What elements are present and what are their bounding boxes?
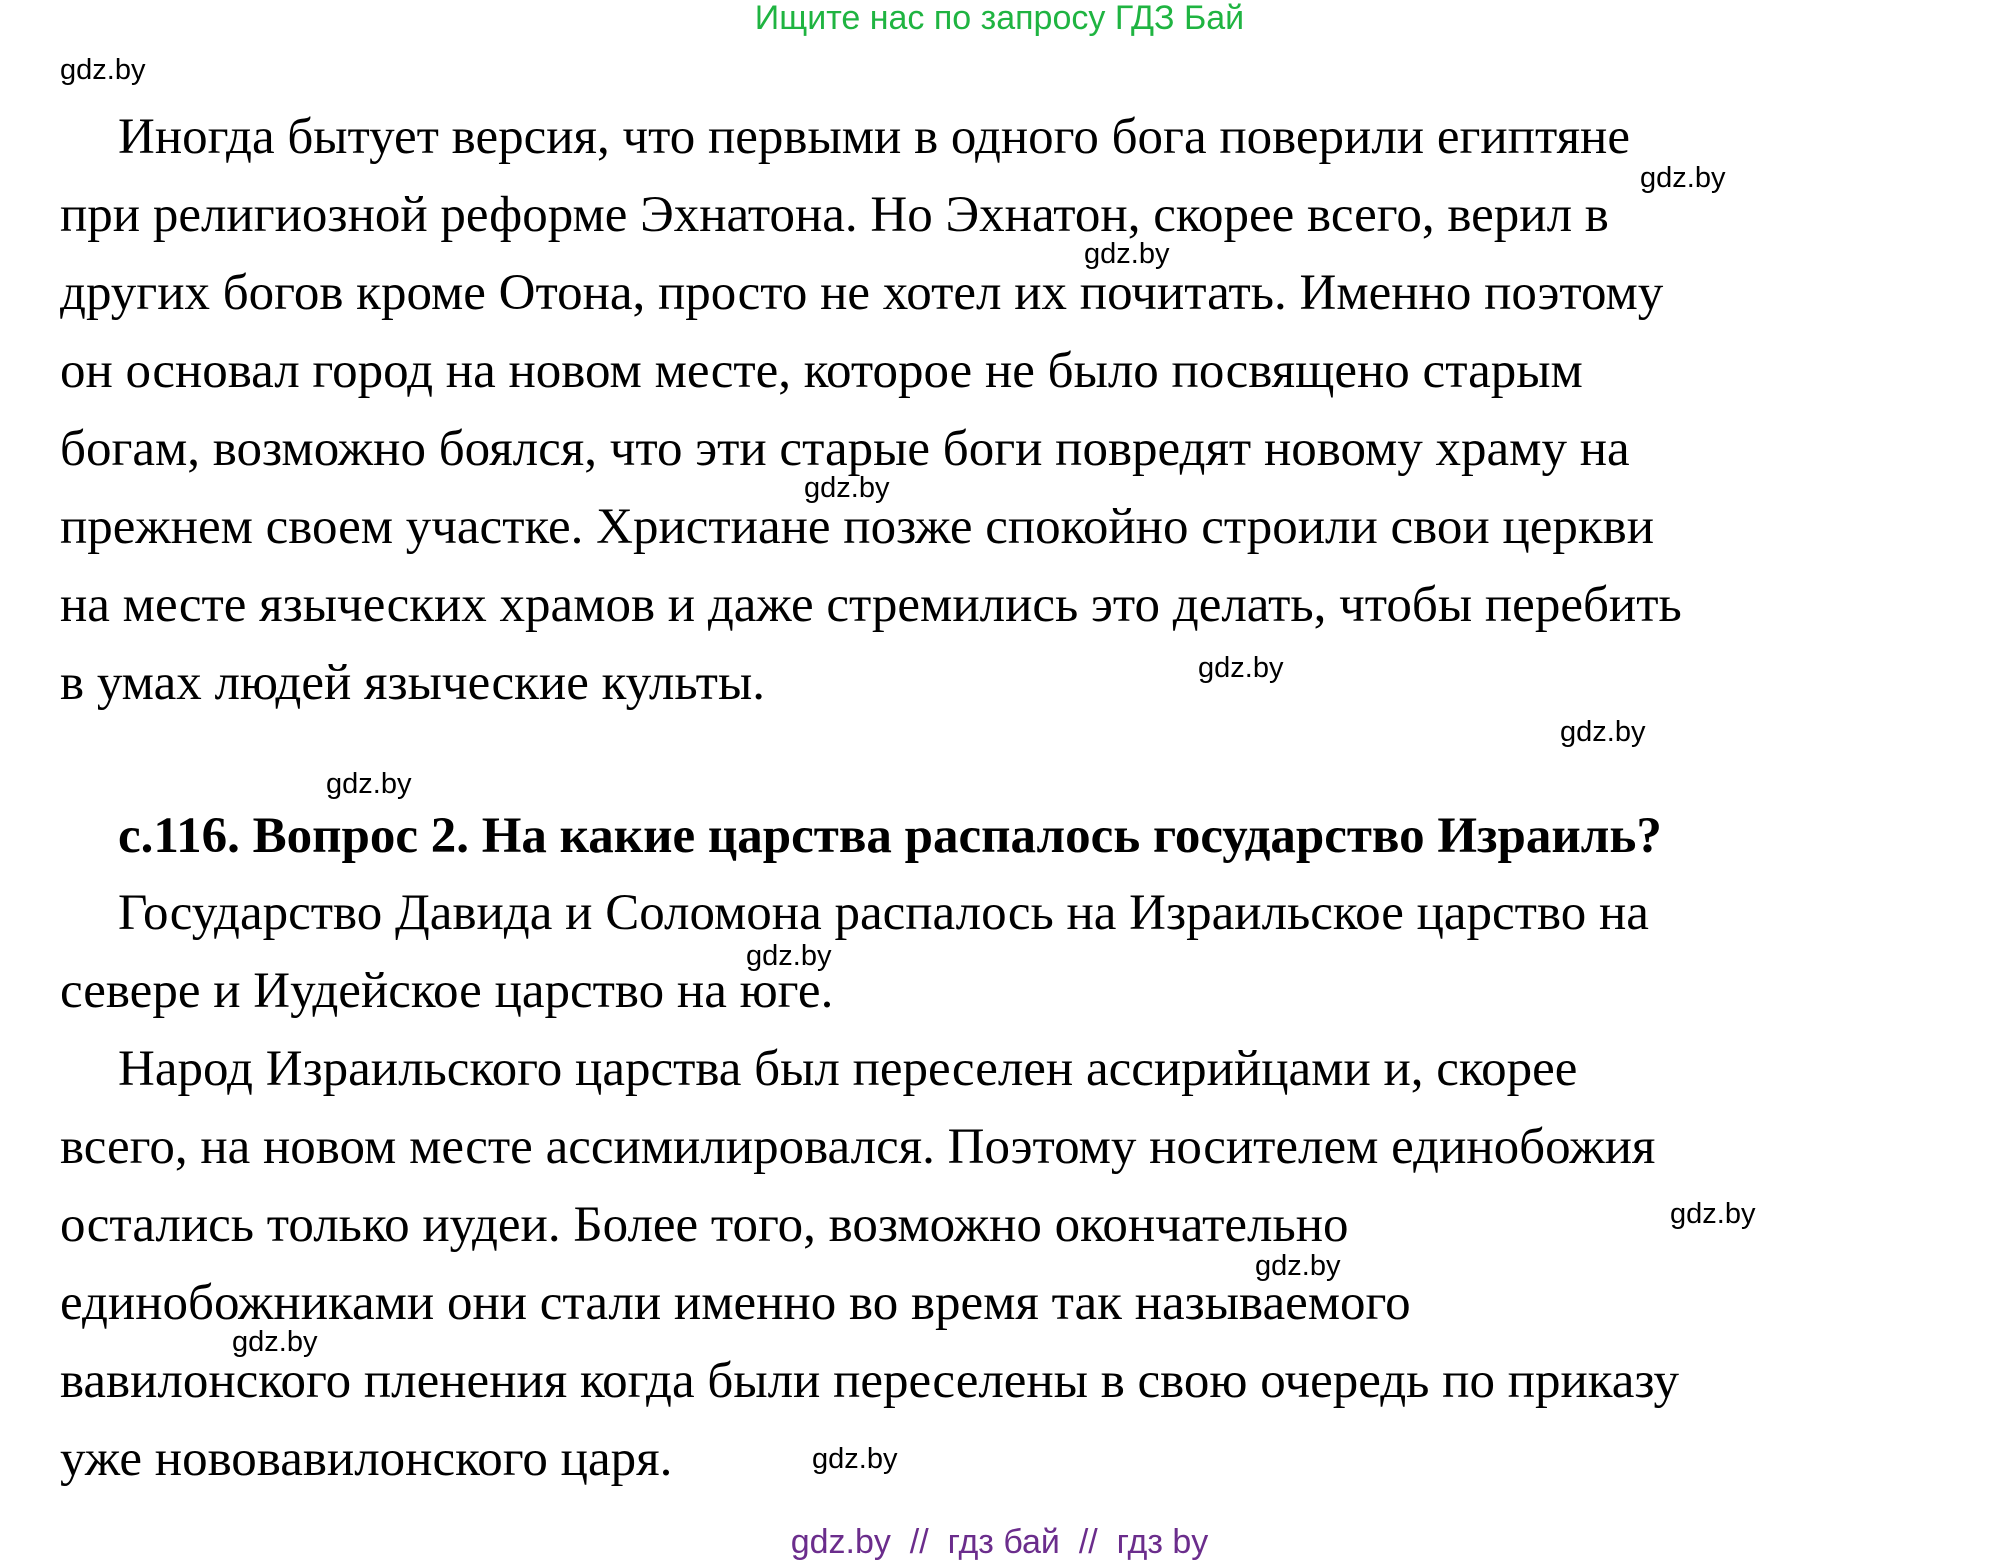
search-banner: Ищите нас по запросу ГДЗ Бай [754, 0, 1245, 37]
paragraph-line: прежнем своем участке. Христиане позже спокойно строили свои церкви [60, 499, 1655, 555]
paragraph-line: он основал город на новом месте, которое не было посвящено старым [60, 343, 1583, 399]
paragraph-line: уже нововавилонского царя. [60, 1431, 673, 1487]
watermark: gdz.by [812, 1443, 898, 1475]
paragraph-line: остались только иудеи. Более того, возможно окончательно [60, 1197, 1349, 1253]
watermark: gdz.by [1255, 1250, 1341, 1282]
paragraph-line: на месте языческих храмов и даже стремились это делать, чтобы перебить [60, 577, 1682, 633]
watermark: gdz.by [1198, 652, 1284, 684]
watermark: gdz.by [1560, 716, 1646, 748]
footer-links[interactable]: gdz.by // гдз бай // гдз by [790, 1523, 1209, 1561]
watermark: gdz.by [1084, 238, 1170, 270]
watermark: gdz.by [1670, 1198, 1756, 1230]
watermark: gdz.by [746, 940, 832, 972]
paragraph-line: севере и Иудейское царство на юге. [60, 963, 834, 1019]
paragraph-line: других богов кроме Отона, просто не хотел их почитать. Именно поэтому [60, 265, 1664, 321]
watermark: gdz.by [60, 54, 146, 86]
paragraph-line: единобожниками они стали именно во время так называемого [60, 1275, 1411, 1331]
paragraph-line: Иногда бытует версия, что первыми в одного бога поверили египтяне [118, 109, 1630, 165]
paragraph-line: Государство Давида и Соломона распалось на Израильское царство на [118, 885, 1649, 941]
paragraph-line: Народ Израильского царства был переселен ассирийцами и, скорее [118, 1041, 1578, 1097]
paragraph-line: богам, возможно боялся, что эти старые боги повредят новому храму на [60, 421, 1630, 477]
paragraph-line: при религиозной реформе Эхнатона. Но Эхнатон, скорее всего, верил в [60, 187, 1609, 243]
watermark: gdz.by [804, 472, 890, 504]
paragraph-line: всего, на новом месте ассимилировался. Поэтому носителем единобожия [60, 1119, 1656, 1175]
watermark: gdz.by [1640, 162, 1726, 194]
paragraph-line: вавилонского пленения когда были переселены в свою очередь по приказу [60, 1353, 1680, 1409]
paragraph-line: в умах людей языческие культы. [60, 655, 765, 711]
watermark: gdz.by [232, 1326, 318, 1358]
watermark: gdz.by [326, 768, 412, 800]
question-heading: с.116. Вопрос 2. На какие царства распалось государство Израиль? [118, 808, 1662, 864]
